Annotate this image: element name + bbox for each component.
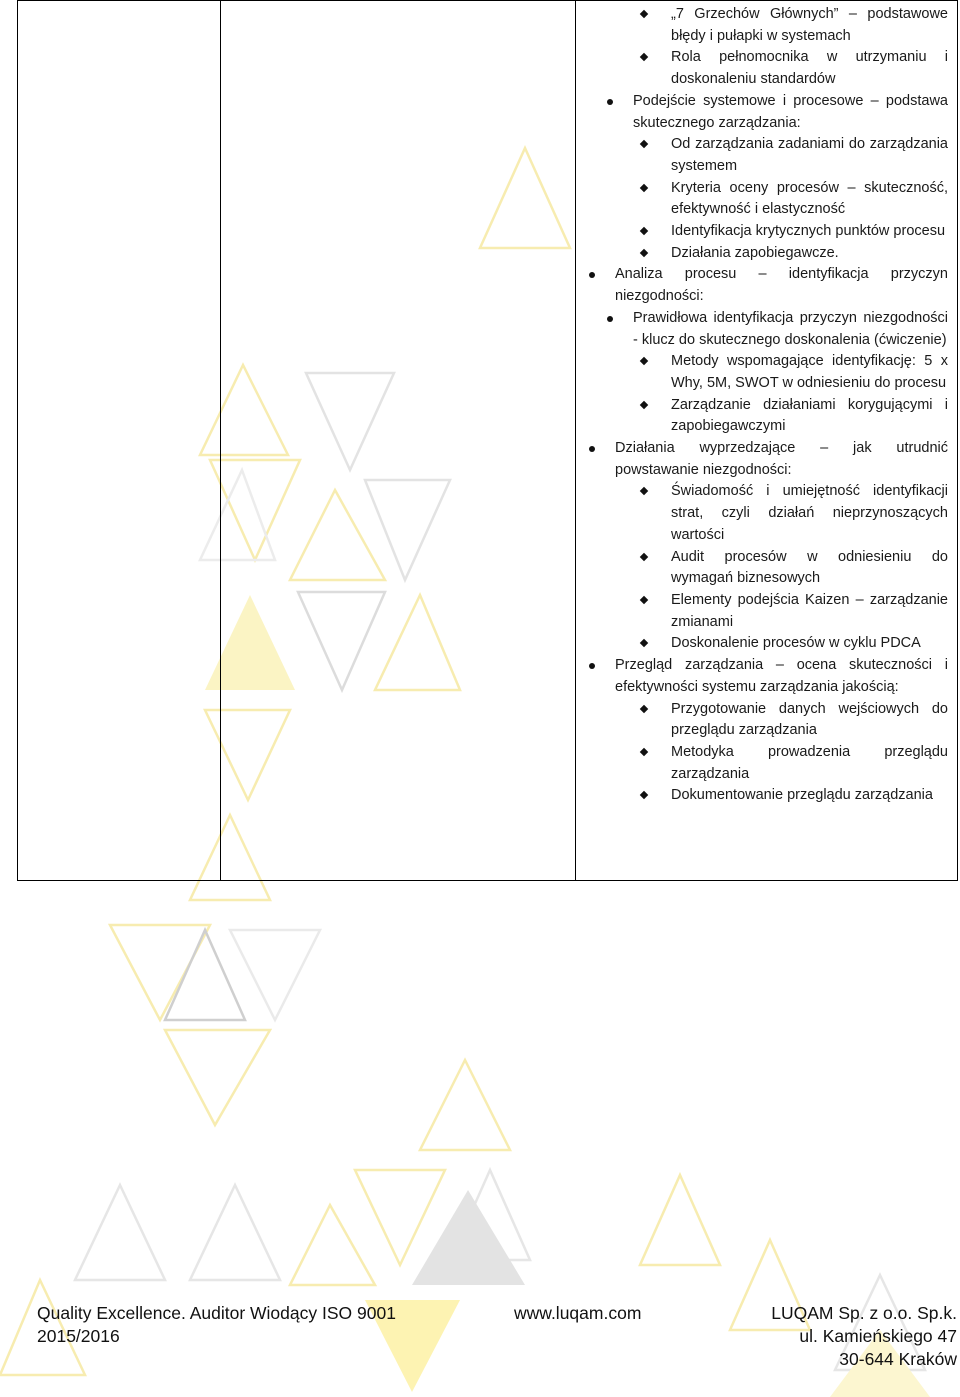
dot-bullet-icon bbox=[589, 446, 595, 452]
footer-website-link[interactable]: www.luqam.com bbox=[514, 1303, 642, 1323]
list-item-text: Dokumentowanie przeglądu zarządzania bbox=[671, 787, 933, 804]
diamond-bullet-icon bbox=[640, 140, 648, 148]
list-item bbox=[585, 221, 951, 243]
dot-bullet-icon bbox=[607, 99, 613, 105]
list-item-text: Analiza procesu – identyfikacja przyczyn niezgodności: bbox=[615, 266, 948, 305]
list-item-text: Metody wspomagające identyfikację: 5 x Why, 5M, SWOT w odniesieniu do procesu bbox=[671, 353, 948, 391]
diamond-bullet-icon bbox=[640, 400, 648, 408]
diamond-bullet-icon bbox=[640, 227, 648, 235]
list-item bbox=[585, 547, 951, 590]
list-item-text: Zarządzanie działaniami korygującymi i zapobiegawczymi bbox=[671, 396, 948, 435]
list-item-text: Audit procesów w odniesieniu do wymagań biznesowych bbox=[671, 548, 948, 587]
list-item bbox=[585, 785, 951, 807]
list-item bbox=[585, 742, 951, 785]
list-item-text: Rola pełnomocnika w utrzymaniu i doskonaleniu standardów bbox=[671, 49, 948, 88]
list-item-text: Identyfikacja krytycznych punktów procesu bbox=[671, 223, 946, 240]
diamond-bullet-icon bbox=[640, 248, 648, 256]
list-item bbox=[585, 395, 951, 438]
list-item bbox=[585, 243, 951, 265]
diamond-bullet-icon bbox=[640, 487, 648, 495]
diamond-bullet-icon bbox=[640, 639, 648, 647]
list-item bbox=[585, 438, 951, 481]
diamond-bullet-icon bbox=[640, 596, 648, 604]
diamond-bullet-icon bbox=[640, 791, 648, 799]
list-item bbox=[585, 633, 951, 655]
list-item bbox=[585, 91, 951, 134]
list-item-text: Podejście systemowe i procesowe – podstawa skutecznego zarządzania: bbox=[633, 92, 948, 131]
list-item-text: Doskonalenie procesów w cyklu PDCA bbox=[671, 635, 921, 652]
footer-course-info bbox=[37, 1302, 396, 1348]
footer-city: 30-644 Kraków bbox=[839, 1349, 957, 1369]
column-divider-1 bbox=[220, 0, 221, 881]
dot-bullet-icon bbox=[589, 272, 595, 278]
list-item-text: „7 Grzechów Głównych” – podstawowe błędy i pułapki w systemach bbox=[671, 6, 948, 44]
list-item-text: Prawidłowa identyfikacja przyczyn niezgodności - klucz do skutecznego doskonalenia (ćwiczenie) bbox=[633, 309, 948, 348]
list-item bbox=[585, 481, 951, 546]
list-item bbox=[585, 699, 951, 742]
footer-street: ul. Kamieńskiego 47 bbox=[799, 1326, 957, 1346]
column-divider-2 bbox=[575, 0, 576, 881]
list-item-text: Działania wyprzedzające – jak utrudnić powstawanie niezgodności: bbox=[615, 440, 948, 478]
list-item bbox=[585, 655, 951, 698]
dot-bullet-icon bbox=[607, 316, 613, 322]
list-item bbox=[585, 351, 951, 394]
list-item bbox=[585, 4, 951, 47]
document-table bbox=[17, 0, 958, 881]
footer-course-year: 2015/2016 bbox=[37, 1326, 120, 1346]
list-item-text: Przygotowanie danych wejściowych do przeglądu zarządzania bbox=[671, 700, 948, 739]
list-item-text: Od zarządzania zadaniami do zarządzania systemem bbox=[671, 136, 948, 174]
diamond-bullet-icon bbox=[640, 748, 648, 756]
list-item-text: Świadomość i umiejętność identyfikacji strat, czyli działań nieprzynoszących wartości bbox=[671, 483, 948, 543]
list-item bbox=[585, 264, 951, 307]
list-item-text: Działania zapobiegawcze. bbox=[671, 244, 839, 261]
footer-course-title: Quality Excellence. Auditor Wiodący ISO 9001 bbox=[37, 1303, 396, 1323]
list-item-text: Metodyka prowadzenia przeglądu zarządzania bbox=[671, 743, 948, 782]
diamond-bullet-icon bbox=[640, 53, 648, 61]
diamond-bullet-icon bbox=[640, 552, 648, 560]
list-item-text: Przegląd zarządzania – ocena skuteczności i efektywności systemu zarządzania jakością: bbox=[615, 657, 948, 695]
diamond-bullet-icon bbox=[640, 704, 648, 712]
footer-company-name: LUQAM Sp. z o.o. Sp.k. bbox=[771, 1303, 957, 1323]
list-item-text: Kryteria oceny procesów – skuteczność, efektywność i elastyczność bbox=[671, 179, 948, 218]
program-content-column bbox=[585, 4, 951, 807]
list-item bbox=[585, 47, 951, 90]
list-item bbox=[585, 134, 951, 177]
footer-company-address bbox=[771, 1302, 957, 1371]
diamond-bullet-icon bbox=[640, 183, 648, 191]
list-item-text: Elementy podejścia Kaizen – zarządzanie zmianami bbox=[671, 591, 948, 630]
dot-bullet-icon bbox=[589, 663, 595, 669]
list-item bbox=[585, 590, 951, 633]
diamond-bullet-icon bbox=[640, 10, 648, 18]
list-item bbox=[585, 308, 951, 351]
diamond-bullet-icon bbox=[640, 357, 648, 365]
page-footer bbox=[0, 1300, 960, 1397]
list-item bbox=[585, 178, 951, 221]
